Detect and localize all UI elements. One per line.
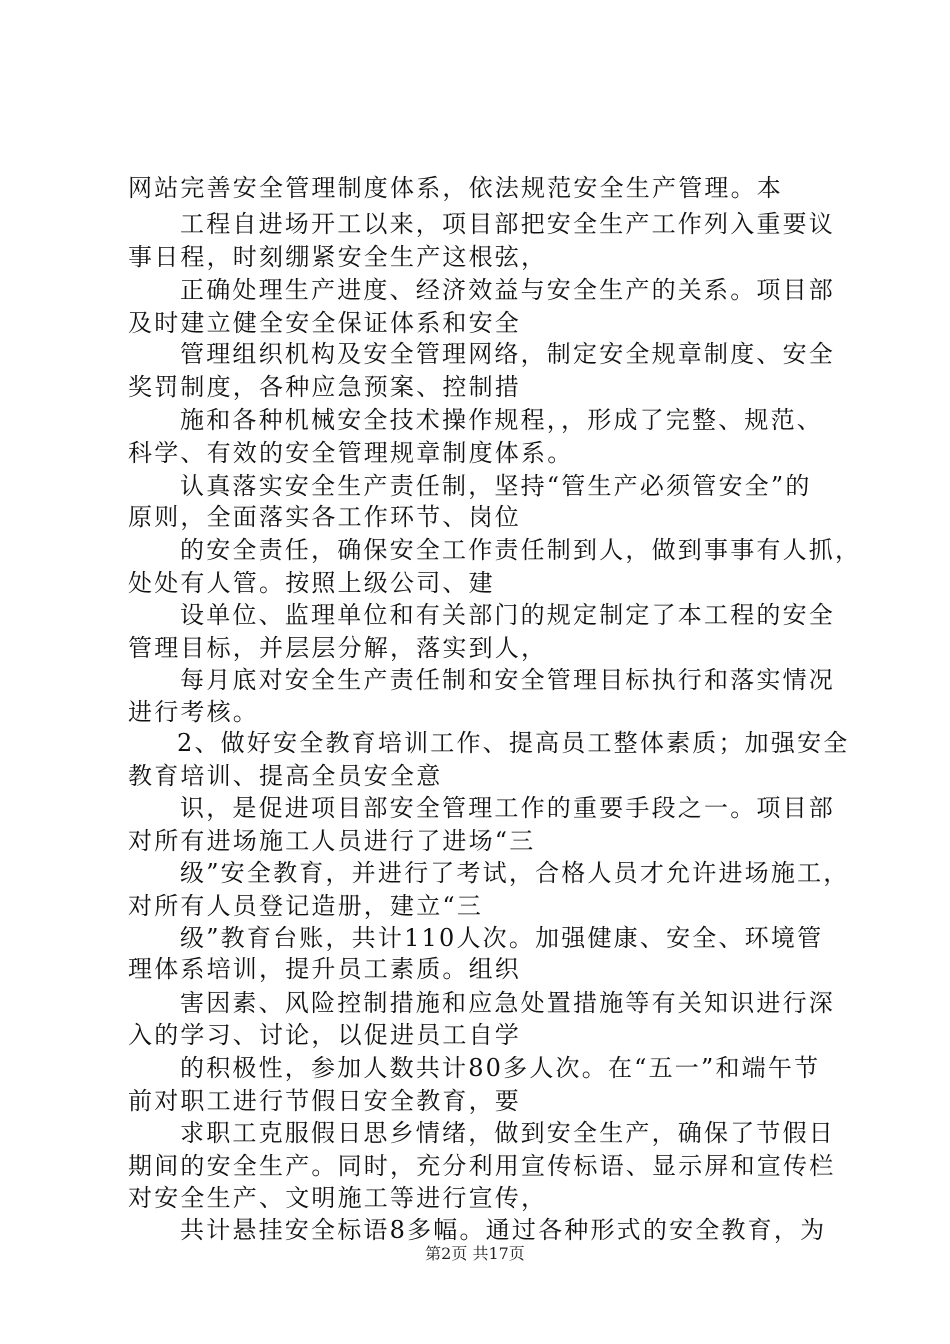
body-text-line: 进行考核。 xyxy=(128,698,259,726)
body-text-line: 处处有人管。按照上级公司、建 xyxy=(128,569,495,597)
body-text-line: 级”安全教育，并进行了考试，合格人员才允许进场施工， xyxy=(180,859,850,887)
body-text-line: 认真落实安全生产责任制，坚持“管生产必须管安全”的 xyxy=(180,472,812,500)
body-text-line: 及时建立健全安全保证体系和安全 xyxy=(128,309,521,337)
body-text-line: 级”教育台账，共计110人次。加强健康、安全、环境管 xyxy=(180,924,824,952)
page-number-footer: 第2页 共17页 xyxy=(425,1244,525,1263)
body-text-line: 共计悬挂安全标语8多幅。通过各种形式的安全教育，为 xyxy=(180,1216,827,1244)
body-text-line: 管理组织机构及安全管理网络，制定安全规章制度、安全 xyxy=(180,340,835,368)
body-text-line: 识，是促进项目部安全管理工作的重要手段之一。项目部 xyxy=(180,794,835,822)
body-text-line: 的安全责任，确保安全工作责任制到人，做到事事有人抓， xyxy=(180,536,862,564)
body-text-line: 工程自进场开工以来，项目部把安全生产工作列入重要议 xyxy=(180,210,835,238)
body-text-line: 网站完善安全管理制度体系，依法规范安全生产管理。本 xyxy=(128,174,783,202)
body-text-line: 施和各种机械安全技术操作规程，，形成了完整、规范、 xyxy=(180,406,823,434)
body-text-line: 对安全生产、文明施工等进行宣传， xyxy=(128,1184,548,1212)
body-text-line: 求职工克服假日思乡情绪，做到安全生产，确保了节假日 xyxy=(180,1119,835,1147)
body-text-line: 每月底对安全生产责任制和安全管理目标执行和落实情况 xyxy=(180,666,835,694)
body-text-line: 教育培训、提高全员安全意 xyxy=(128,762,443,790)
body-text-line: 管理目标，并层层分解，落实到人， xyxy=(128,634,548,662)
body-text-line: 2、做好安全教育培训工作、提高员工整体素质；加强安全 xyxy=(177,729,850,757)
body-text-line: 设单位、监理单位和有关部门的规定制定了本工程的安全 xyxy=(180,601,835,629)
body-text-line: 害因素、风险控制措施和应急处置措施等有关知识进行深 xyxy=(180,989,835,1017)
body-text-line: 入的学习、讨论，以促进员工自学 xyxy=(128,1021,521,1049)
body-text-line: 正确处理生产进度、经济效益与安全生产的关系。项目部 xyxy=(180,276,835,304)
body-text-line: 理体系培训，提升员工素质。组织 xyxy=(128,955,521,983)
body-text-line: 前对职工进行节假日安全教育，要 xyxy=(128,1087,521,1115)
body-text-line: 的积极性，参加人数共计80多人次。在“五一”和端午节 xyxy=(180,1054,821,1082)
body-text-line: 期间的安全生产。同时，充分利用宣传标语、显示屏和宣传栏 xyxy=(128,1152,836,1180)
body-text-line: 科学、有效的安全管理规章制度体系。 xyxy=(128,439,574,467)
body-text-line: 对所有进场施工人员进行了进场“三 xyxy=(128,827,536,855)
body-text-line: 对所有人员登记造册，建立“三 xyxy=(128,892,484,920)
body-text-line: 原则，全面落实各工作环节、岗位 xyxy=(128,503,521,531)
body-text-line: 事日程，时刻绷紧安全生产这根弦， xyxy=(128,243,548,271)
body-text-line: 奖罚制度，各种应急预案、控制措 xyxy=(128,373,521,401)
